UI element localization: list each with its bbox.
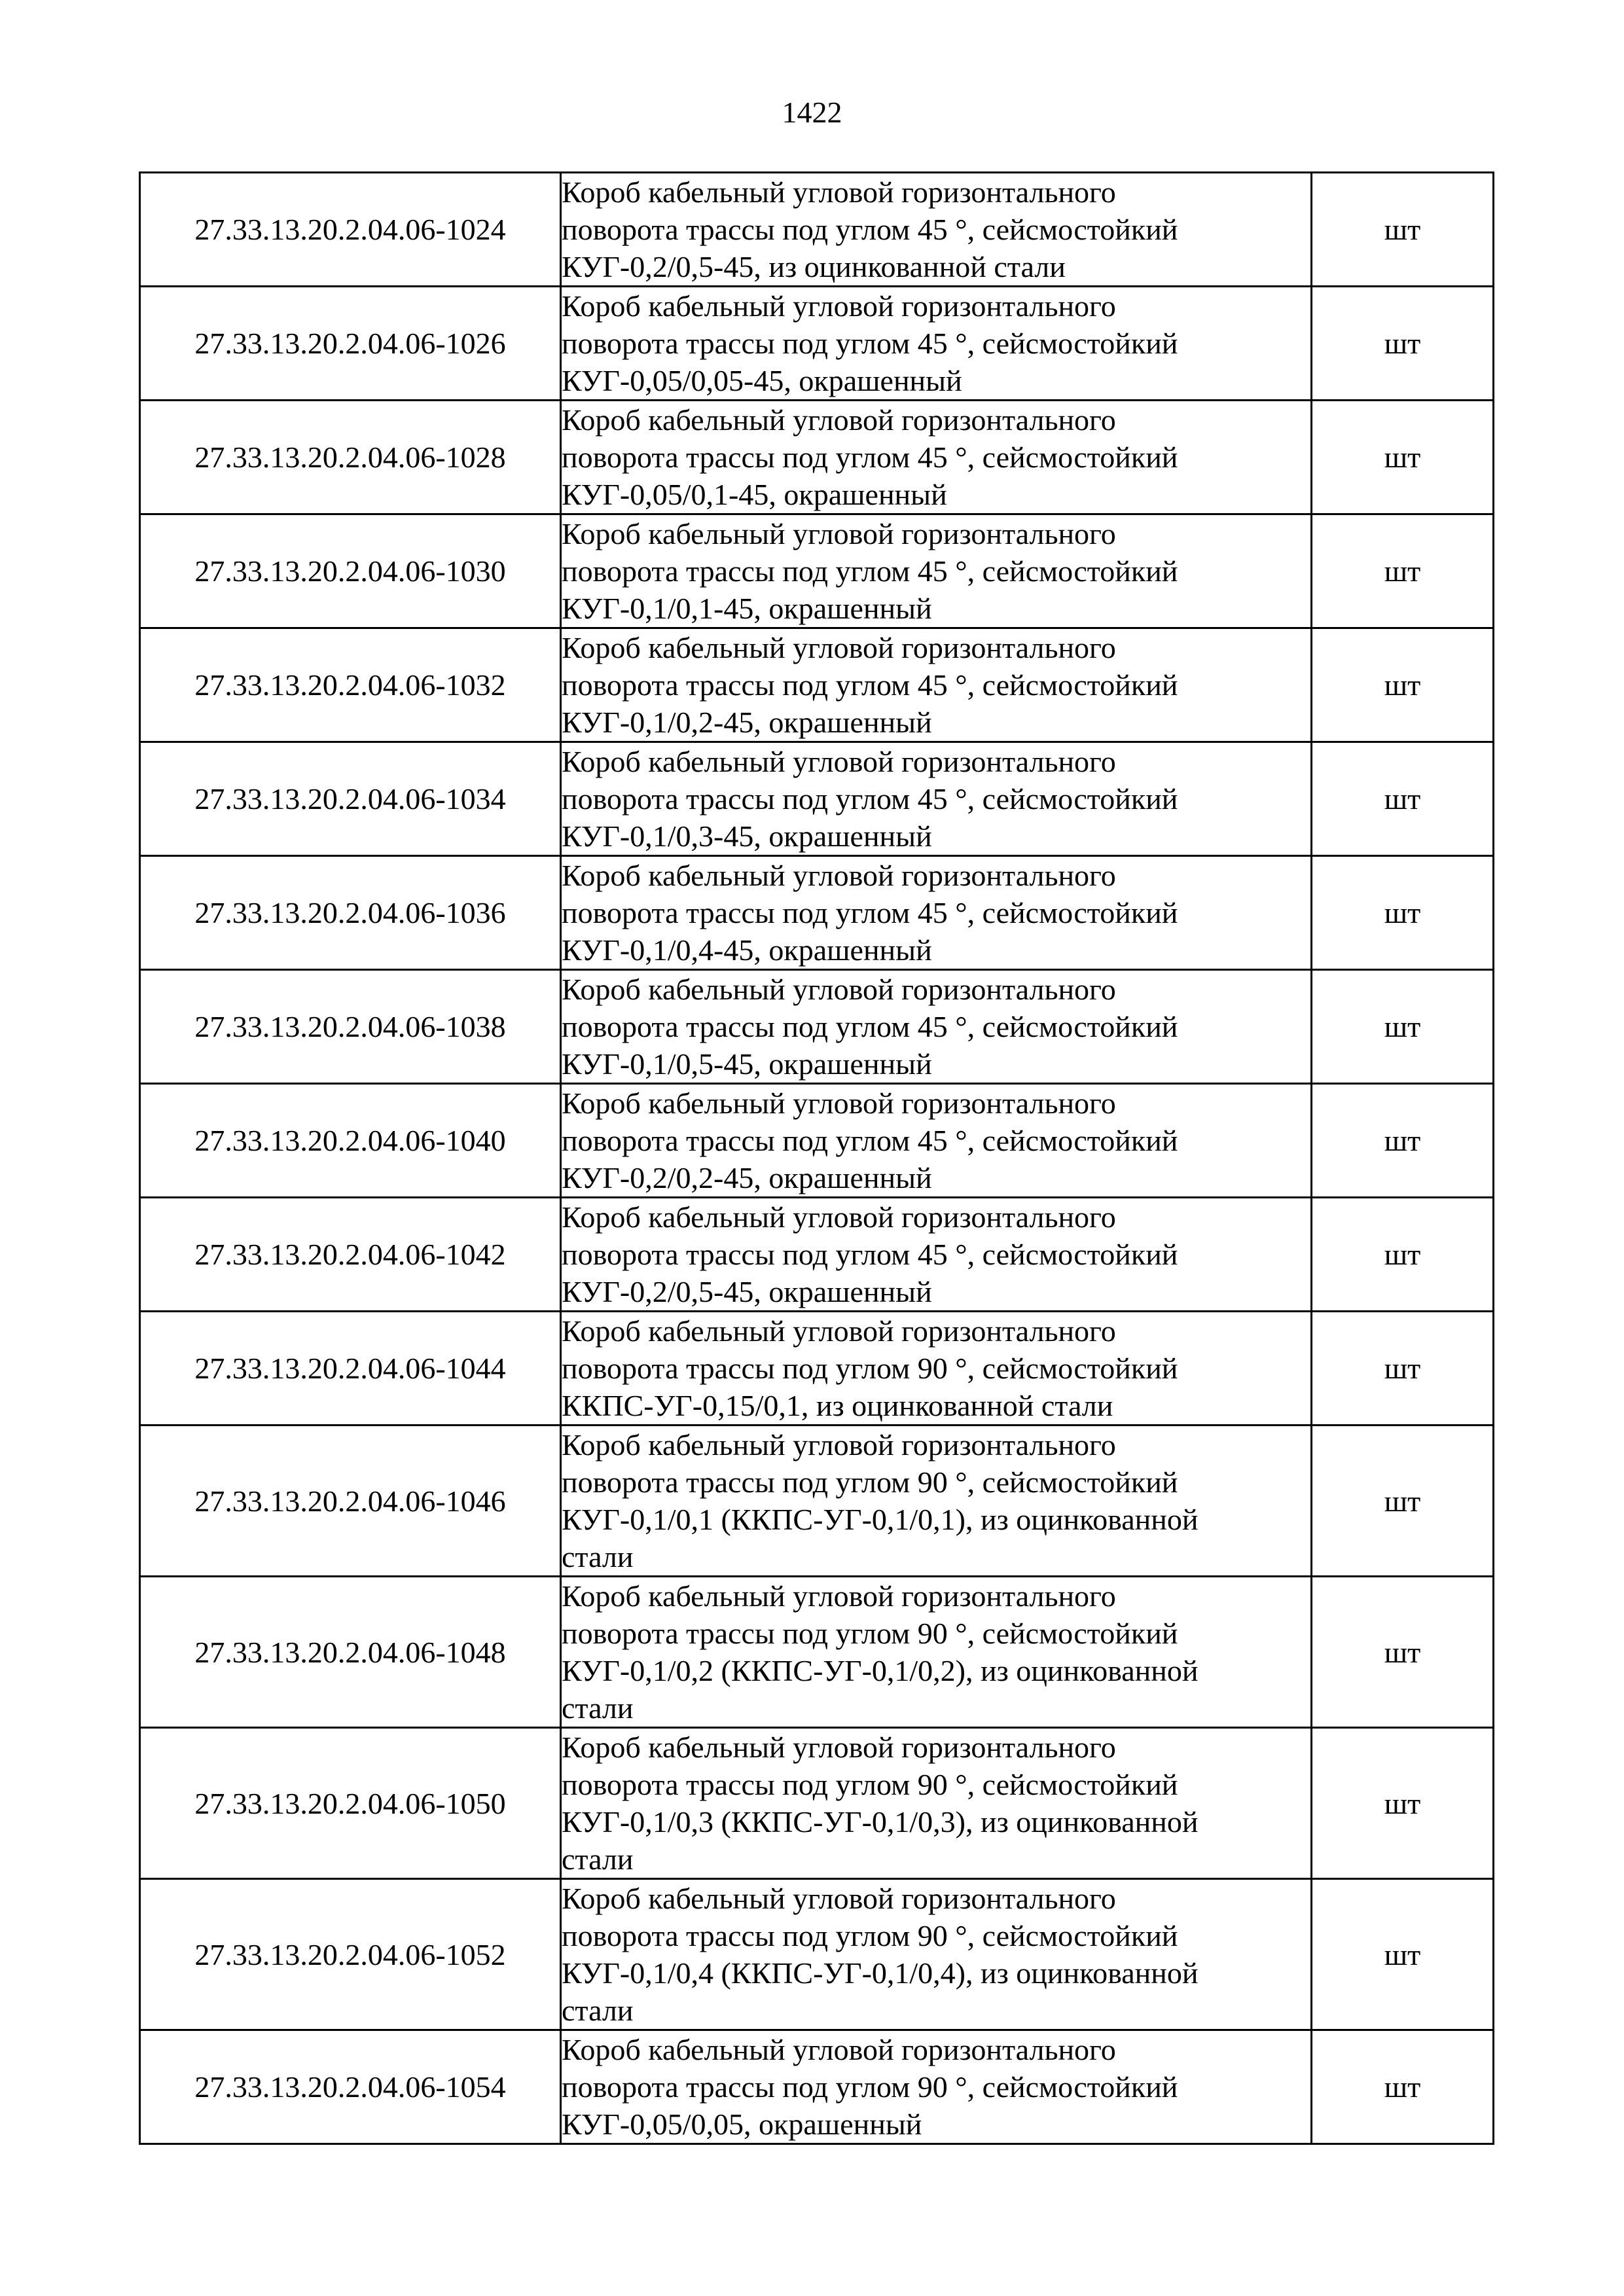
item-unit: шт	[1312, 514, 1494, 628]
item-code: 27.33.13.20.2.04.06-1052	[140, 1879, 561, 2030]
description-line: поворота трассы под углом 90 °, сейсмостойкий	[562, 1352, 1178, 1385]
description-line: КУГ-0,1/0,4 (ККПС-УГ-0,1/0,4), из оцинкованной	[562, 1956, 1199, 1990]
item-code: 27.33.13.20.2.04.06-1040	[140, 1084, 561, 1198]
item-code: 27.33.13.20.2.04.06-1038	[140, 970, 561, 1084]
description-line: поворота трассы под углом 45 °, сейсмостойкий	[562, 554, 1178, 588]
description-line: Короб кабельный угловой горизонтального	[562, 1200, 1116, 1234]
description-line: поворота трассы под углом 90 °, сейсмостойкий	[562, 1465, 1178, 1499]
description-line: КУГ-0,1/0,5-45, окрашенный	[562, 1047, 932, 1081]
table-row	[140, 970, 1494, 1084]
item-code: 27.33.13.20.2.04.06-1026	[140, 287, 561, 401]
description-line: стали	[562, 1994, 634, 2027]
item-description	[561, 1198, 1312, 1312]
description-line: Короб кабельный угловой горизонтального	[562, 1086, 1116, 1120]
description-line: КУГ-0,1/0,1-45, окрашенный	[562, 592, 932, 625]
description-line: КУГ-0,05/0,05-45, окрашенный	[562, 364, 962, 397]
item-description	[561, 287, 1312, 401]
description-line: КУГ-0,1/0,1 (ККПС-УГ-0,1/0,1), из оцинкованной	[562, 1503, 1199, 1536]
description-line: поворота трассы под углом 90 °, сейсмостойкий	[562, 1768, 1178, 1801]
item-code: 27.33.13.20.2.04.06-1032	[140, 628, 561, 742]
item-unit: шт	[1312, 742, 1494, 856]
item-unit: шт	[1312, 856, 1494, 970]
description-line: КУГ-0,1/0,4-45, окрашенный	[562, 933, 932, 967]
table-row	[140, 1879, 1494, 2030]
item-description	[561, 401, 1312, 514]
description-line: поворота трассы под углом 90 °, сейсмостойкий	[562, 1919, 1178, 1952]
description-line: Короб кабельный угловой горизонтального	[562, 859, 1116, 892]
description-line: поворота трассы под углом 90 °, сейсмостойкий	[562, 2070, 1178, 2104]
item-description	[561, 970, 1312, 1084]
item-description	[561, 1728, 1312, 1879]
description-line: Короб кабельный угловой горизонтального	[562, 1731, 1116, 1764]
description-line: Короб кабельный угловой горизонтального	[562, 973, 1116, 1006]
item-unit: шт	[1312, 970, 1494, 1084]
description-line: КУГ-0,2/0,5-45, окрашенный	[562, 1275, 932, 1308]
table-row	[140, 742, 1494, 856]
item-code: 27.33.13.20.2.04.06-1042	[140, 1198, 561, 1312]
description-line: Короб кабельный угловой горизонтального	[562, 745, 1116, 778]
item-code: 27.33.13.20.2.04.06-1046	[140, 1426, 561, 1577]
page-number: 1422	[782, 96, 842, 129]
description-line: поворота трассы под углом 45 °, сейсмостойкий	[562, 213, 1178, 246]
item-description	[561, 2030, 1312, 2144]
item-unit: шт	[1312, 401, 1494, 514]
table-row	[140, 1084, 1494, 1198]
item-unit: шт	[1312, 1879, 1494, 2030]
item-unit: шт	[1312, 1198, 1494, 1312]
item-unit: шт	[1312, 628, 1494, 742]
description-line: КУГ-0,05/0,1-45, окрашенный	[562, 478, 947, 511]
description-line: КУГ-0,2/0,5-45, из оцинкованной стали	[562, 250, 1066, 283]
item-description	[561, 514, 1312, 628]
table-row	[140, 1426, 1494, 1577]
description-line: КУГ-0,2/0,2-45, окрашенный	[562, 1161, 932, 1194]
table-row	[140, 287, 1494, 401]
description-line: поворота трассы под углом 45 °, сейсмостойкий	[562, 1238, 1178, 1271]
item-description	[561, 1084, 1312, 1198]
description-line: Короб кабельный угловой горизонтального	[562, 1882, 1116, 1915]
description-line: КУГ-0,1/0,3 (ККПС-УГ-0,1/0,3), из оцинкованной	[562, 1805, 1199, 1839]
table-row	[140, 628, 1494, 742]
item-unit: шт	[1312, 1426, 1494, 1577]
table-row	[140, 1577, 1494, 1728]
item-description	[561, 1577, 1312, 1728]
table-row	[140, 856, 1494, 970]
description-line: поворота трассы под углом 45 °, сейсмостойкий	[562, 327, 1178, 360]
description-line: стали	[562, 1691, 634, 1725]
description-line: поворота трассы под углом 45 °, сейсмостойкий	[562, 668, 1178, 702]
item-description	[561, 628, 1312, 742]
description-line: Короб кабельный угловой горизонтального	[562, 2033, 1116, 2066]
description-line: Короб кабельный угловой горизонтального	[562, 403, 1116, 437]
item-code: 27.33.13.20.2.04.06-1030	[140, 514, 561, 628]
item-code: 27.33.13.20.2.04.06-1028	[140, 401, 561, 514]
item-unit: шт	[1312, 2030, 1494, 2144]
table-row	[140, 401, 1494, 514]
item-code: 27.33.13.20.2.04.06-1044	[140, 1312, 561, 1426]
description-line: Короб кабельный угловой горизонтального	[562, 1428, 1116, 1462]
table-row	[140, 1312, 1494, 1426]
item-code: 27.33.13.20.2.04.06-1036	[140, 856, 561, 970]
item-unit: шт	[1312, 173, 1494, 287]
description-line: Короб кабельный угловой горизонтального	[562, 175, 1116, 209]
item-unit: шт	[1312, 1728, 1494, 1879]
description-line: стали	[562, 1842, 634, 1876]
catalog-table	[139, 171, 1494, 2145]
description-line: КУГ-0,1/0,2 (ККПС-УГ-0,1/0,2), из оцинкованной	[562, 1654, 1199, 1687]
description-line: Короб кабельный угловой горизонтального	[562, 517, 1116, 550]
table-row	[140, 2030, 1494, 2144]
description-line: КУГ-0,1/0,2-45, окрашенный	[562, 706, 932, 739]
description-line: поворота трассы под углом 45 °, сейсмостойкий	[562, 1124, 1178, 1157]
description-line: КУГ-0,1/0,3-45, окрашенный	[562, 819, 932, 853]
item-unit: шт	[1312, 1312, 1494, 1426]
table-body	[140, 173, 1494, 2144]
item-code: 27.33.13.20.2.04.06-1054	[140, 2030, 561, 2144]
description-line: Короб кабельный угловой горизонтального	[562, 631, 1116, 664]
description-line: поворота трассы под углом 90 °, сейсмостойкий	[562, 1617, 1178, 1650]
item-description	[561, 742, 1312, 856]
description-line: поворота трассы под углом 45 °, сейсмостойкий	[562, 782, 1178, 816]
table-row	[140, 1728, 1494, 1879]
description-line: поворота трассы под углом 45 °, сейсмостойкий	[562, 1010, 1178, 1043]
description-line: КУГ-0,05/0,05, окрашенный	[562, 2108, 922, 2141]
item-unit: шт	[1312, 1084, 1494, 1198]
item-description	[561, 1879, 1312, 2030]
description-line: Короб кабельный угловой горизонтального	[562, 289, 1116, 323]
item-description	[561, 1426, 1312, 1577]
item-code: 27.33.13.20.2.04.06-1048	[140, 1577, 561, 1728]
item-unit: шт	[1312, 287, 1494, 401]
description-line: Короб кабельный угловой горизонтального	[562, 1579, 1116, 1613]
item-description	[561, 1312, 1312, 1426]
description-line: Короб кабельный угловой горизонтального	[562, 1314, 1116, 1348]
description-line: стали	[562, 1540, 634, 1573]
description-line: поворота трассы под углом 45 °, сейсмостойкий	[562, 440, 1178, 474]
item-description	[561, 173, 1312, 287]
description-line: поворота трассы под углом 45 °, сейсмостойкий	[562, 896, 1178, 929]
item-code: 27.33.13.20.2.04.06-1050	[140, 1728, 561, 1879]
item-code: 27.33.13.20.2.04.06-1034	[140, 742, 561, 856]
item-description	[561, 856, 1312, 970]
table-row	[140, 173, 1494, 287]
table-row	[140, 514, 1494, 628]
item-code: 27.33.13.20.2.04.06-1024	[140, 173, 561, 287]
table-row	[140, 1198, 1494, 1312]
item-unit: шт	[1312, 1577, 1494, 1728]
description-line: ККПС-УГ-0,15/0,1, из оцинкованной стали	[562, 1389, 1113, 1422]
